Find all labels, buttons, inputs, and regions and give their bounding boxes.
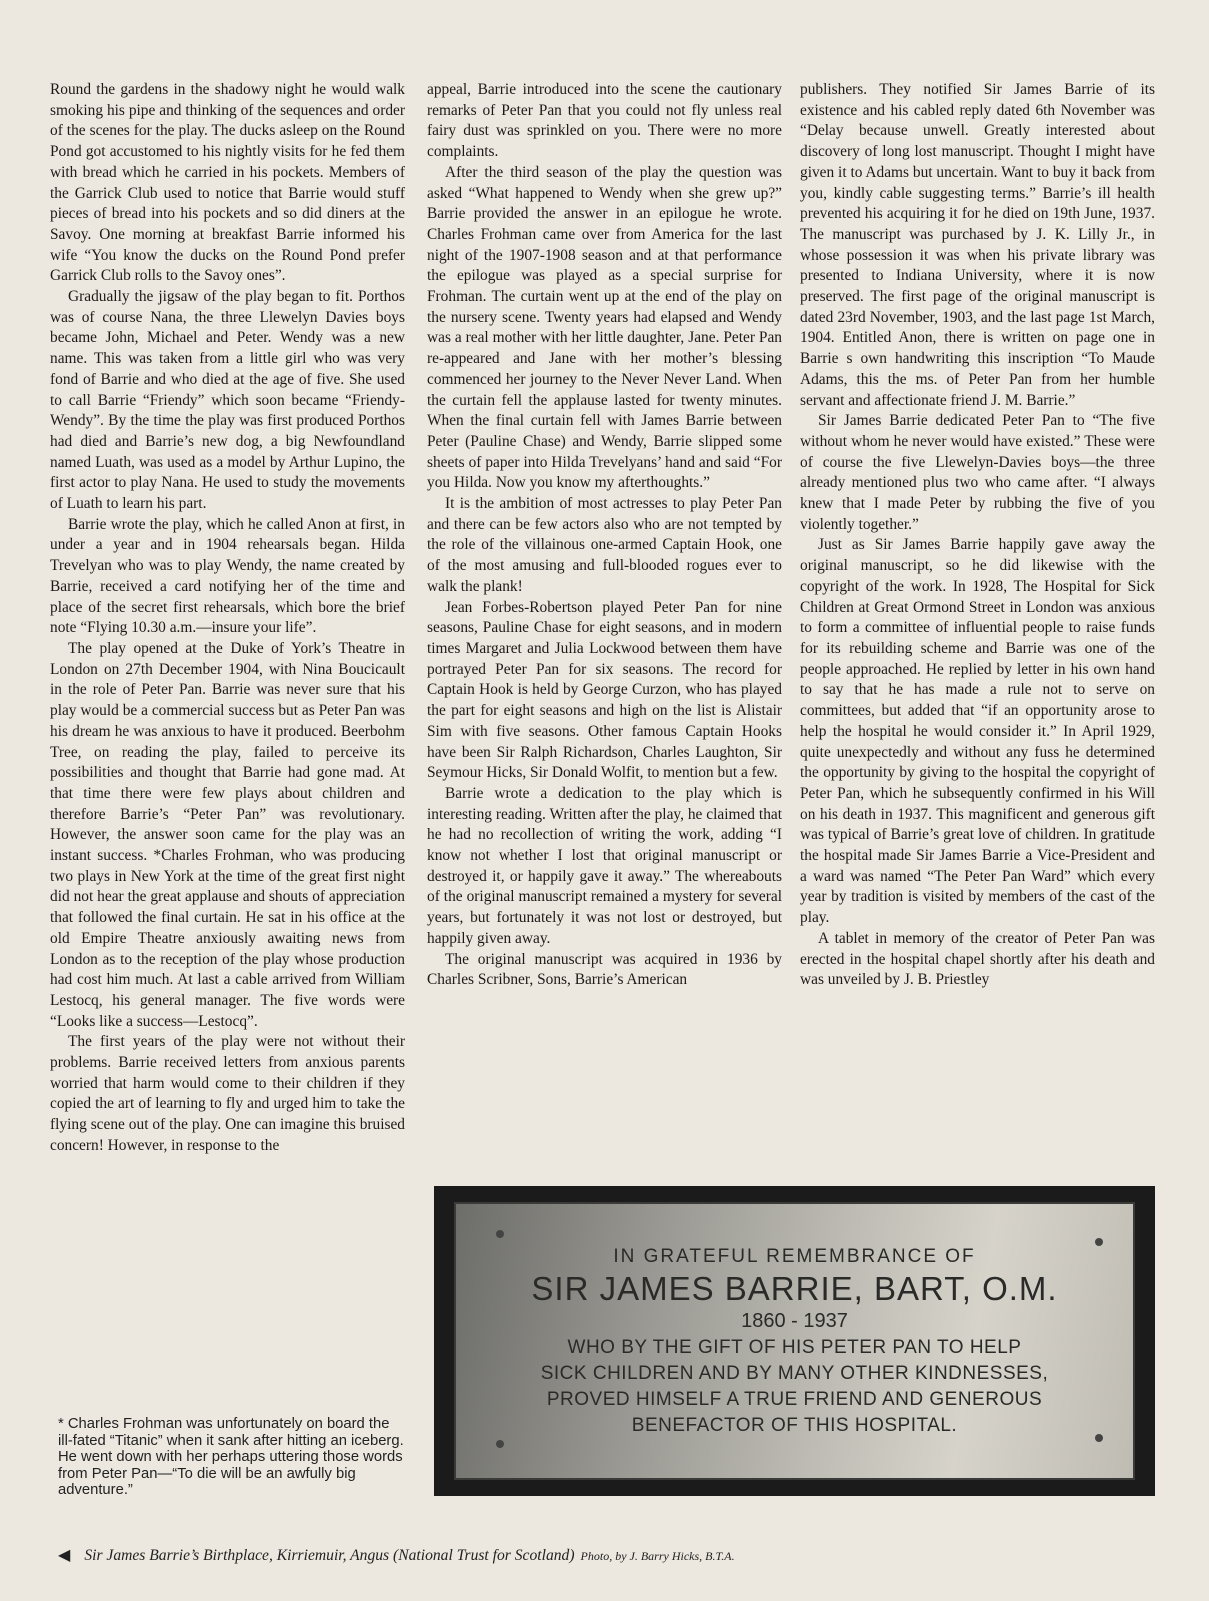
photo-credit: Photo, by J. Barry Hicks, B.T.A. — [580, 1549, 735, 1563]
plaque-line: WHO BY THE GIFT OF HIS PETER PAN TO HELP — [567, 1336, 1022, 1358]
memorial-plaque — [454, 1202, 1135, 1480]
paragraph: Gradually the jigsaw of the play began to fit. Porthos was of course Nana, the three Llewelyn Davies boys became John, Michael and Peter. Wendy was a new name. This was taken from a little girl who was very fond of Barrie and who died at the age of five. She used to call Barrie “Friendy” which soon became “Friendy-Wendy”. By the time the play was first produced Porthos had died and Barrie’s new dog, a big Newfoundland named Luath, was used as a model by Arthur Lupino, the first actor to play Nana. He used to study the movements of Luath to learn his part. — [50, 288, 405, 513]
paragraph: The play opened at the Duke of York’s Theatre in London on 27th December 1904, with Nina Boucicault in the role of Peter Pan. Barrie was never sure that his play would be a commercial success but as Peter Pan was his dream he was anxious to have it produced. Beerbohm Tree, on reading the play, failed to perceive its possibilities and thought that Barrie had gone mad. At that time there were few plays about children and therefore Barrie’s “Peter Pan” was revolutionary. However, the answer soon came for the play was an instant success. *Charles Frohman, who was producing two plays in New York at the time of the great first night did not hear the great applause and shouts of appreciation that followed the final curtain. He sat in his office at the old Empire Theatre anxiously awaiting news from London as to the reception of the play whose production had cost him much. At last a cable arrived from William Lestocq, his general manager. The five words were “Looks like a success—Lestocq”. — [50, 639, 405, 1030]
article-column-2 — [427, 80, 782, 991]
paragraph: Barrie wrote the play, which he called Anon at first, in under a year and in 1904 rehearsals began. Hilda Trevelyan who was to play Wendy, the name created by Barrie, received a card notifying her of the time and place of the secret first rehearsals, which bore the brief note “Flying 10.30 a.m.—insure your life”. — [50, 515, 405, 637]
paragraph: The first years of the play were not without their problems. Barrie received letters from anxious parents worried that harm would come to their children if they copied the art of learning to fly and urged him to take the flying scene out of the play. One can imagine this bruised concern! However, in response to the — [50, 1033, 405, 1154]
plaque-line: BENEFACTOR OF THIS HOSPITAL. — [631, 1414, 958, 1436]
paragraph: Barrie wrote a dedication to the play which is interesting reading. Written after the play, he claimed that he had no recollection of writing the work, adding “I know not whether I lost that original manuscript or destroyed it, or happily gave it away.” The whereabouts of the original manuscript remained a mystery for several years, but fortunately it was not lost or destroyed, but happily given away. — [427, 784, 782, 947]
screw-icon — [1095, 1238, 1103, 1246]
plaque-line: SICK CHILDREN AND BY MANY OTHER KINDNESSES, — [540, 1362, 1049, 1384]
caption-text: Sir James Barrie’s Birthplace, Kirriemuir, Angus (National Trust for Scotland) — [84, 1547, 575, 1564]
footnote: * Charles Frohman was unfortunately on board the ill-fated “Titanic” when it sank after hitting an iceberg. He went down with her perhaps uttering those words from Peter Pan—“To die will be an awfully big adventure.” — [58, 1416, 404, 1498]
memorial-plaque-photo — [434, 1186, 1155, 1496]
paragraph: It is the ambition of most actresses to play Peter Pan and there can be few actors also who are not tempted by the role of the villainous one-armed Captain Hook, one of the most amusing and full-blooded rogues ever to walk the plank! — [427, 495, 782, 595]
screw-icon — [496, 1230, 504, 1238]
plaque-line: IN GRATEFUL REMEMBRANCE OF — [613, 1245, 976, 1267]
plaque-dates: 1860 - 1937 — [741, 1309, 848, 1332]
article-column-1 — [50, 80, 405, 1157]
screw-icon — [496, 1440, 504, 1448]
paragraph: Round the gardens in the shadowy night he would walk smoking his pipe and thinking of the sequences and order of the scenes for the play. The ducks asleep on the Round Pond got accustomed to his nightly visits for he fed them with bread which he carried in his pockets. Members of the Garrick Club used to notice that Barrie would stuff pieces of bread into his pockets and so did diners at the Savoy. One morning at breakfast Barrie informed his wife “You know the ducks on the Round Pond prefer Garrick Club rolls to the Savoy ones”. — [50, 81, 405, 285]
screw-icon — [1095, 1434, 1103, 1442]
photo-caption — [58, 1545, 1178, 1565]
paragraph: After the third season of the play the question was asked “What happened to Wendy when she grew up?” Barrie provided the answer in an epilogue he wrote. Charles Frohman came over from America for the last night of the 1907-1908 season and at that performance the epilogue was played as a special surprise for Frohman. The curtain went up at the end of the play on the nursery scene. Twenty years had elapsed and Wendy was a real mother with her little daughter, Jane. Peter Pan re-appeared and Jane with her mother’s blessing commenced her journey to the Never Never Land. When the curtain fell the applause lasted for twenty minutes. When the final curtain fell with James Barrie between Peter (Pauline Chase) and Wendy, Barrie slipped some sheets of paper into Hilda Trevelyans’ hand and said “For you Hilda. Now you know my afterthoughts.” — [427, 163, 782, 492]
paragraph: The original manuscript was acquired in 1936 by Charles Scribner, Sons, Barrie’s American — [427, 950, 782, 989]
paragraph: Jean Forbes-Robertson played Peter Pan for nine seasons, Pauline Chase for eight seasons, and in modern times Margaret and Julia Lockwood between them have portrayed Peter Pan for six seasons. The record for Captain Hook is held by George Curzon, who has played the part for eight seasons and high on the list is Alistair Sim with five seasons. Other famous Captain Hooks have been Sir Ralph Richardson, Charles Laughton, Sir Seymour Hicks, Sir Donald Wolfit, to mention but a few. — [427, 598, 782, 782]
paragraph: A tablet in memory of the creator of Peter Pan was erected in the hospital chapel shortly after his death and was unveiled by J. B. Priestley — [800, 929, 1155, 989]
paragraph: Just as Sir James Barrie happily gave away the original manuscript, so he did likewise with the copyright of the work. In 1928, The Hospital for Sick Children at Great Ormond Street in London was anxious to form a committee of influential people to raise funds for its rebuilding scheme and Barrie was one of the people approached. He replied by letter in his own hand to say that he has made a rule not to serve on committees, but added that “if an opportunity arose to help the hospital he would consider it.” In April 1929, quite unexpectedly and without any fuss he determined the opportunity by giving to the hospital the copyright of Peter Pan, which he subsequently confirmed in his Will on his death in 1937. This magnificent and generous gift was typical of Barrie’s great love of children. In gratitude the hospital made Sir James Barrie a Vice-President and a ward was named “The Peter Pan Ward” which every year by tradition is visited by members of the cast of the play. — [800, 536, 1155, 927]
paragraph: publishers. They notified Sir James Barrie of its existence and his cabled reply dated 6th November was “Delay because unwell. Greatly interested about discovery of long lost manuscript. Thought I might have given it to Adams but uncertain. Want to buy it back from you, kindly cable suggesting terms.” Barrie’s ill health prevented his acquiring it for he died on 19th June, 1937. The manuscript was purchased by J. K. Lilly Jr., in whose possession it was when his private library was presented to Indiana University, where it is now preserved. The first page of the original manuscript is dated 23rd November, 1903, and the last page 1st March, 1904. Entitled Anon, there is written on page one in Barrie s own handwriting this inscription “To Maude Adams, this the ms. of Peter Pan from her humble servant and affectionate friend J. M. Barrie.” — [800, 81, 1155, 409]
plaque-line: PROVED HIMSELF A TRUE FRIEND AND GENEROUS — [546, 1388, 1043, 1410]
article-column-3 — [800, 80, 1155, 991]
plaque-name: SIR JAMES BARRIE, BART, O.M. — [531, 1269, 1058, 1307]
arrow-left-icon: ◀ — [58, 1547, 71, 1564]
paragraph: appeal, Barrie introduced into the scene the cautionary remarks of Peter Pan that you could not fly unless real fairy dust was sprinkled on you. There were no more complaints. — [427, 81, 782, 161]
paragraph: Sir James Barrie dedicated Peter Pan to “The five without whom he never would have existed.” These were of course the five Llewelyn-Davies boys—the three already mentioned plus two who came after. “I always knew that I made Peter by rubbing the five of you violently together.” — [800, 412, 1155, 533]
